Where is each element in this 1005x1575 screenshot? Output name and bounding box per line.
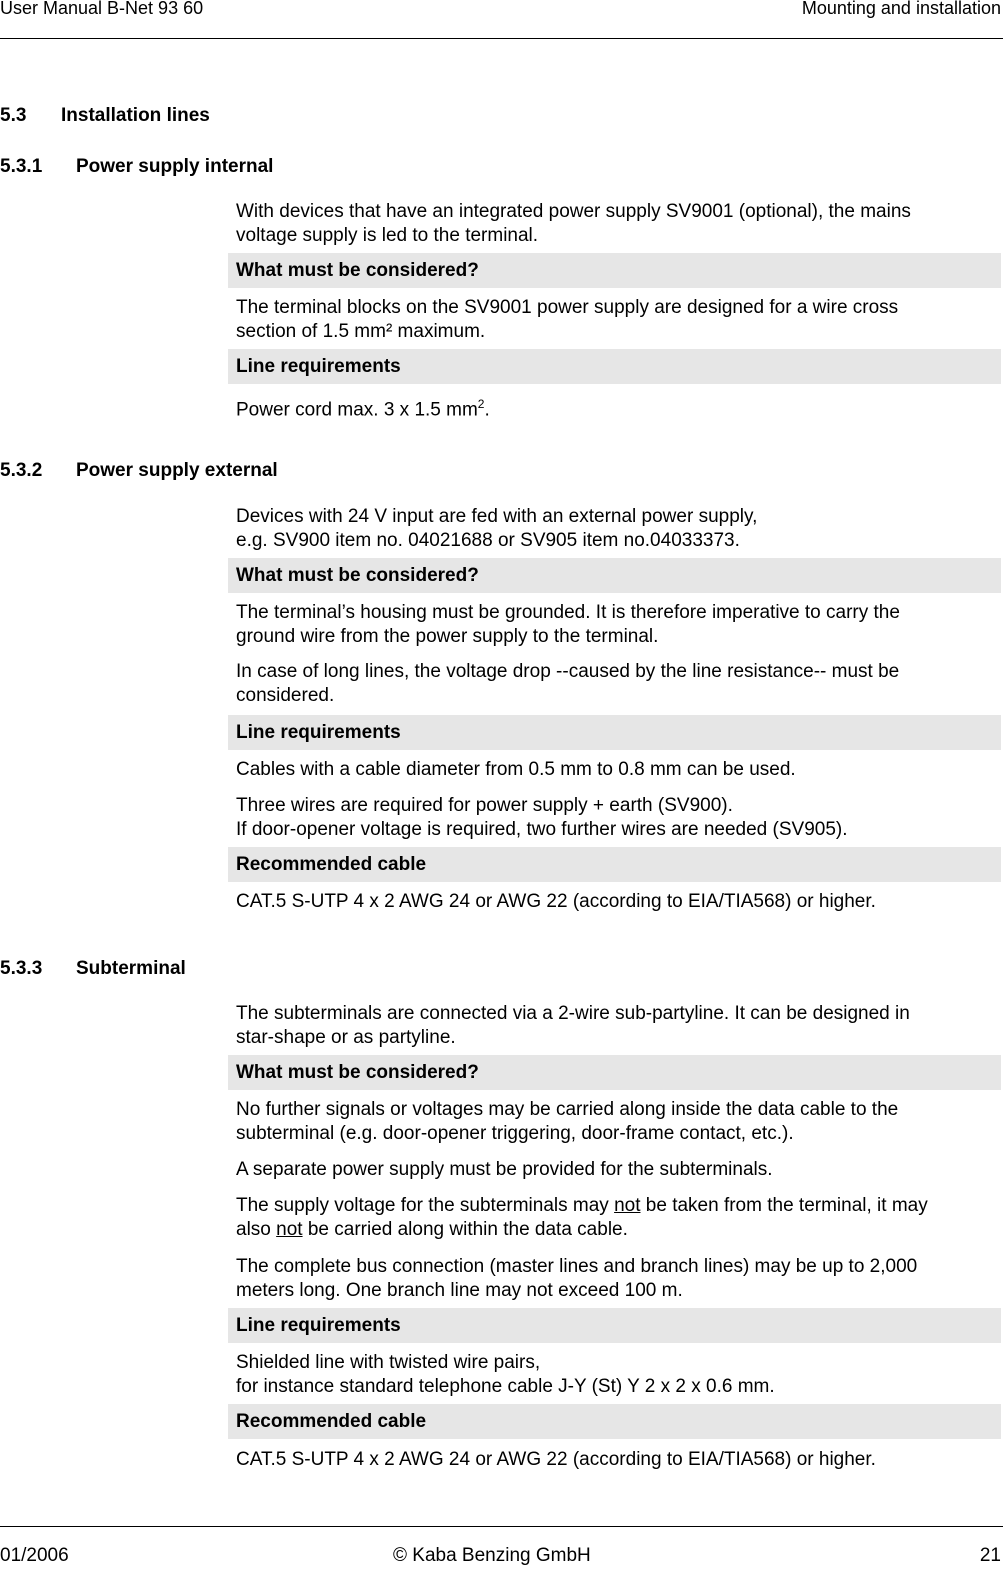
s533-considered-3	[236, 1194, 1001, 1242]
text-line: The subterminals are connected via a 2-wire sub-partyline. It can be designed in	[236, 1003, 910, 1024]
section-heading	[0, 105, 210, 127]
subsection-heading-532	[0, 460, 278, 482]
text-line: The terminal’s housing must be grounded. It is therefore imperative to carry the	[236, 602, 900, 623]
s531-line-bar: Line requirements	[228, 349, 1001, 384]
s532-line-1: Cables with a cable diameter from 0.5 mm to 0.8 mm can be used.	[236, 759, 796, 780]
subsection-title: Power supply internal	[76, 156, 274, 177]
text-line: Shielded line with twisted wire pairs,	[236, 1352, 541, 1373]
text-run: be carried along within the data cable.	[302, 1219, 628, 1240]
s531-considered	[236, 296, 1001, 344]
text-line: ground wire from the power supply to the terminal.	[236, 626, 659, 647]
section-number: 5.3	[0, 105, 27, 126]
s531-line	[236, 392, 1001, 422]
footer-rule	[0, 1526, 1003, 1527]
text-line: voltage supply is led to the terminal.	[236, 225, 539, 246]
s533-cable-bar: Recommended cable	[228, 1404, 1001, 1439]
header-title: User Manual B-Net 93 60	[0, 0, 204, 18]
s532-intro	[236, 505, 1001, 553]
s532-cable: CAT.5 S-UTP 4 x 2 AWG 24 or AWG 22 (according to EIA/TIA568) or higher.	[236, 891, 876, 912]
footer-copyright: © Kaba Benzing GmbH	[393, 1545, 591, 1566]
subsection-heading-531	[0, 156, 273, 178]
page-number: 21	[979, 1545, 1001, 1566]
s532-considered-2	[236, 660, 1001, 708]
superscript: 2	[477, 397, 485, 411]
s533-intro	[236, 1002, 1001, 1050]
s533-considered-1	[236, 1098, 1001, 1146]
footer-date: 01/2006	[0, 1545, 69, 1566]
text-line: Three wires are required for power supply + earth (SV900).	[236, 795, 733, 816]
text-line: With devices that have an integrated power supply SV9001 (optional), the mains	[236, 201, 911, 222]
s531-intro	[236, 200, 1001, 248]
text-run: be taken from the terminal, it may	[640, 1195, 928, 1216]
s533-considered-2: A separate power supply must be provided for the subterminals.	[236, 1159, 773, 1180]
text-line: In case of long lines, the voltage drop --caused by the line resistance-- must be	[236, 661, 900, 682]
text-line: meters long. One branch line may not exceed 100 m.	[236, 1280, 683, 1301]
text-line: considered.	[236, 685, 335, 706]
s533-considered-4	[236, 1255, 1001, 1303]
text-line: for instance standard telephone cable J-Y (St) Y 2 x 2 x 0.6 mm.	[236, 1376, 775, 1397]
s532-considered-1	[236, 601, 1001, 649]
text-line	[236, 1218, 1001, 1242]
text-run: also	[236, 1219, 277, 1240]
text-run: The supply voltage for the subterminals may	[236, 1195, 615, 1216]
header-rule	[0, 38, 1003, 39]
text-line: The complete bus connection (master lines and branch lines) may be up to 2,000	[236, 1256, 918, 1277]
text-line: star-shape or as partyline.	[236, 1027, 456, 1048]
s532-cable-bar: Recommended cable	[228, 847, 1001, 882]
s533-considered-bar: What must be considered?	[228, 1055, 1001, 1090]
subsection-number: 5.3.1	[0, 156, 43, 177]
s532-considered-bar: What must be considered?	[228, 558, 1001, 593]
underlined-not: not	[276, 1219, 303, 1240]
s532-line-bar: Line requirements	[228, 715, 1001, 750]
text-line: section of 1.5 mm² maximum.	[236, 321, 486, 342]
subsection-heading-533	[0, 958, 186, 980]
s533-line	[236, 1351, 1001, 1399]
underlined-not: not	[614, 1195, 641, 1216]
subsection-number: 5.3.2	[0, 460, 43, 481]
header-chapter: Mounting and installation	[801, 0, 1001, 18]
text-line: The terminal blocks on the SV9001 power supply are designed for a wire cross	[236, 297, 899, 318]
text-line: Power cord max. 3 x 1.5 mm	[236, 399, 478, 421]
text-line	[236, 1194, 1001, 1218]
text-line: .	[484, 399, 490, 421]
text-line: Devices with 24 V input are fed with an external power supply,	[236, 506, 758, 527]
s531-considered-bar: What must be considered?	[228, 253, 1001, 288]
subsection-title: Subterminal	[76, 958, 186, 979]
s533-line-bar: Line requirements	[228, 1308, 1001, 1343]
text-line: e.g. SV900 item no. 04021688 or SV905 item no.04033373.	[236, 530, 740, 551]
subsection-title: Power supply external	[76, 460, 278, 481]
text-line: No further signals or voltages may be carried along inside the data cable to the	[236, 1099, 899, 1120]
s532-line-2	[236, 794, 1001, 842]
text-line: subterminal (e.g. door-opener triggering, door-frame contact, etc.).	[236, 1123, 794, 1144]
section-title: Installation lines	[61, 105, 210, 126]
subsection-number: 5.3.3	[0, 958, 43, 979]
s533-cable: CAT.5 S-UTP 4 x 2 AWG 24 or AWG 22 (according to EIA/TIA568) or higher.	[236, 1449, 876, 1470]
text-line: If door-opener voltage is required, two further wires are needed (SV905).	[236, 819, 848, 840]
